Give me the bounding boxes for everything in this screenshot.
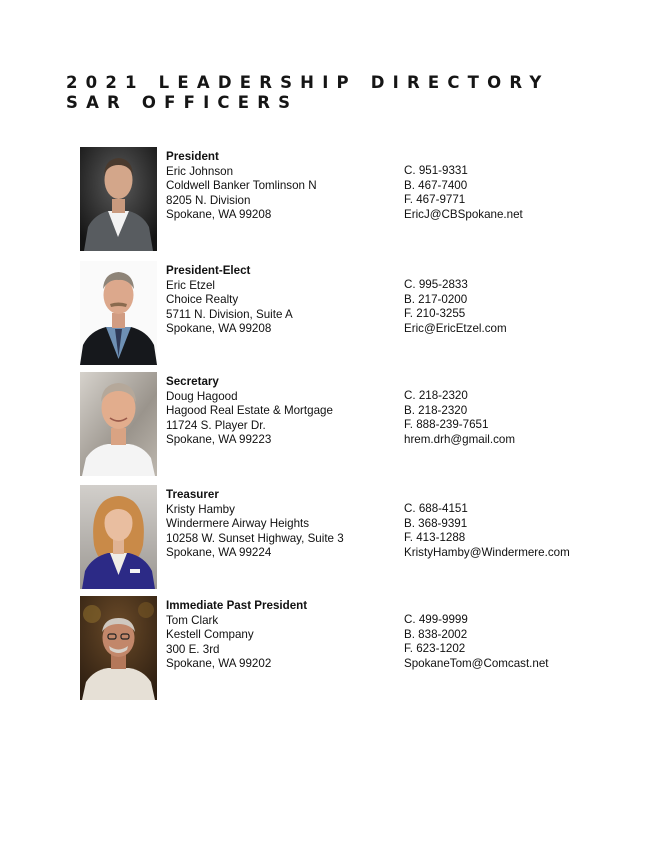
officer-company: Kestell Company <box>166 628 254 641</box>
officer-name: Tom Clark <box>166 613 219 627</box>
officer-company: Hagood Real Estate & Mortgage <box>166 404 333 417</box>
officer-business-phone: B. 218-2320 <box>404 403 468 417</box>
officer-fax: F. 467-9771 <box>404 193 466 206</box>
officer-address: 10258 W. Sunset Highway, Suite 3 <box>166 531 344 545</box>
officer-entry-treasurer <box>0 485 650 589</box>
officer-info <box>166 599 307 672</box>
officer-address: 5711 N. Division, Suite A <box>166 307 293 321</box>
officer-entry-president <box>0 147 650 251</box>
officer-contact <box>404 278 507 336</box>
officer-entry-secretary <box>0 372 650 476</box>
officer-address: 11724 S. Player Dr. <box>166 418 266 432</box>
officer-fax: F. 888-239-7651 <box>404 418 489 431</box>
officer-contact <box>404 502 570 560</box>
officer-company: Windermere Airway Heights <box>166 517 310 530</box>
officer-email: KristyHamby@Windermere.com <box>404 545 570 559</box>
officer-fax: F. 413-1288 <box>404 531 466 544</box>
officer-name: Eric Johnson <box>166 164 234 178</box>
officer-info <box>166 264 293 337</box>
officer-role: President <box>166 150 219 163</box>
officer-email: SpokaneTom@Comcast.net <box>404 656 549 670</box>
officer-address: 300 E. 3rd <box>166 642 220 656</box>
officer-contact <box>404 613 549 671</box>
officer-entry-president-elect <box>0 261 650 365</box>
officer-role: Immediate Past President <box>166 599 308 612</box>
officer-cell: C. 995-2833 <box>404 278 468 291</box>
officer-cell: C. 688-4151 <box>404 502 468 515</box>
officer-city: Spokane, WA 99202 <box>166 657 272 670</box>
officer-info <box>166 150 317 223</box>
officer-info <box>166 375 333 448</box>
officer-email: EricJ@CBSpokane.net <box>404 207 523 221</box>
officer-company: Choice Realty <box>166 293 239 306</box>
officer-photo <box>80 372 157 476</box>
officer-contact <box>404 389 515 447</box>
officer-role: Secretary <box>166 375 219 388</box>
officer-entry-past-president <box>0 596 650 700</box>
officer-city: Spokane, WA 99224 <box>166 546 272 559</box>
officer-email: hrem.drh@gmail.com <box>404 432 515 446</box>
officer-city: Spokane, WA 99223 <box>166 433 272 446</box>
officer-cell: C. 951-9331 <box>404 164 468 177</box>
officer-city: Spokane, WA 99208 <box>166 322 272 335</box>
officer-cell: C. 499-9999 <box>404 613 468 626</box>
officer-business-phone: B. 838-2002 <box>404 627 468 641</box>
officer-role: President-Elect <box>166 264 251 277</box>
officer-city: Spokane, WA 99208 <box>166 208 272 221</box>
officer-photo <box>80 147 157 251</box>
officer-role: Treasurer <box>166 488 219 501</box>
officer-name: Doug Hagood <box>166 389 238 403</box>
officer-company: Coldwell Banker Tomlinson N <box>166 179 317 192</box>
officer-photo <box>80 596 157 700</box>
officer-name: Kristy Hamby <box>166 502 235 516</box>
officer-info <box>166 488 344 561</box>
officer-cell: C. 218-2320 <box>404 389 468 402</box>
officer-fax: F. 210-3255 <box>404 307 466 320</box>
officer-business-phone: B. 217-0200 <box>404 292 468 306</box>
page-subtitle: SAR OFFICERS <box>66 93 299 112</box>
officer-photo <box>80 261 157 365</box>
officer-business-phone: B. 467-7400 <box>404 178 468 192</box>
officer-address: 8205 N. Division <box>166 193 251 207</box>
page-title: 2021 LEADERSHIP DIRECTORY <box>66 73 550 92</box>
officer-photo <box>80 485 157 589</box>
officer-name: Eric Etzel <box>166 278 215 292</box>
officer-email: Eric@EricEtzel.com <box>404 321 507 335</box>
officer-business-phone: B. 368-9391 <box>404 516 468 530</box>
officer-fax: F. 623-1202 <box>404 642 466 655</box>
officer-contact <box>404 164 523 222</box>
